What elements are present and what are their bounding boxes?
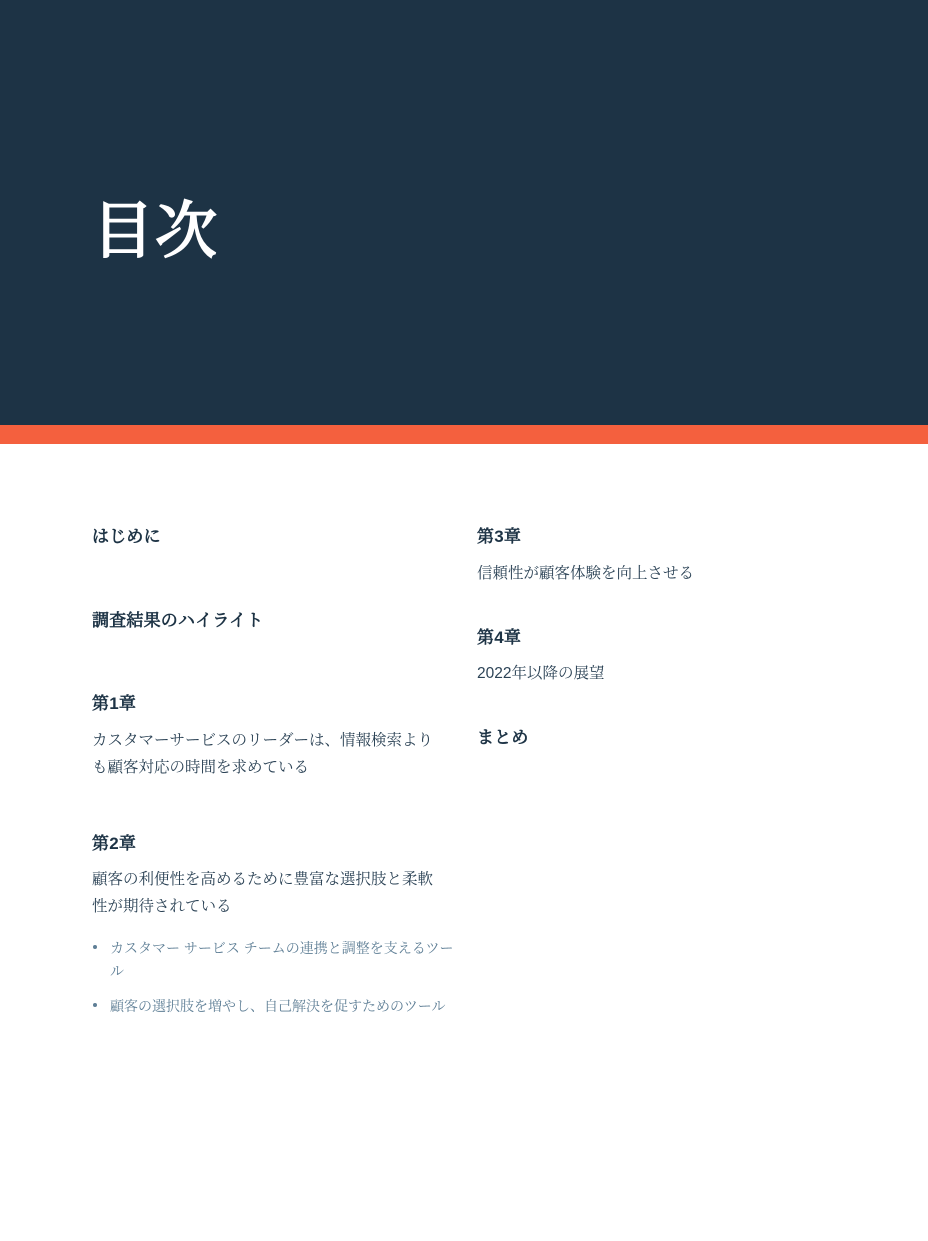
- toc-sub-list: [92, 937, 483, 1018]
- toc-entry-heading: 第1章: [92, 694, 137, 713]
- accent-divider: [0, 425, 928, 444]
- toc-entry-heading: 調査結果のハイライト: [92, 610, 264, 630]
- toc-entry-heading: はじめに: [92, 527, 161, 546]
- table-of-contents: [0, 444, 928, 1241]
- toc-entry[interactable]: [477, 725, 868, 751]
- toc-entry-subtitle: 信頼性が顧客体験を向上させる: [477, 564, 695, 582]
- toc-entry[interactable]: [92, 524, 483, 550]
- page-title: 目次: [92, 197, 219, 266]
- toc-entry-subtitle: カスタマーサービスのリーダーは、情報検索よりも顧客対応の時間を求めている: [92, 731, 434, 776]
- list-item[interactable]: [92, 995, 460, 1018]
- list-item-label: カスタマー サービス チームの連携と調整を支えるツール: [110, 939, 454, 979]
- hero-banner: [0, 0, 928, 425]
- toc-entry-heading: 第2章: [92, 833, 137, 853]
- toc-entry-heading: 第4章: [477, 627, 522, 647]
- toc-entry[interactable]: [477, 524, 868, 587]
- bullet-dot-icon: [93, 1003, 97, 1007]
- toc-entry[interactable]: [92, 691, 483, 781]
- toc-column-left: [60, 524, 483, 1018]
- bullet-dot-icon: [93, 945, 97, 949]
- toc-entry-heading: まとめ: [477, 728, 529, 748]
- toc-entry[interactable]: [92, 608, 483, 634]
- toc-entry[interactable]: [92, 831, 483, 1018]
- toc-column-right: [477, 524, 868, 751]
- toc-entry-subtitle: 顧客の利便性を高めるために豊富な選択肢と柔軟性が期待されている: [92, 871, 434, 916]
- toc-entry[interactable]: [477, 625, 868, 688]
- toc-entry-subtitle: 2022年以降の展望: [477, 665, 605, 683]
- list-item[interactable]: [92, 937, 460, 983]
- list-item-label: 顧客の選択肢を増やし、自己解決を促すためのツール: [110, 997, 446, 1014]
- toc-entry-heading: 第3章: [477, 527, 522, 546]
